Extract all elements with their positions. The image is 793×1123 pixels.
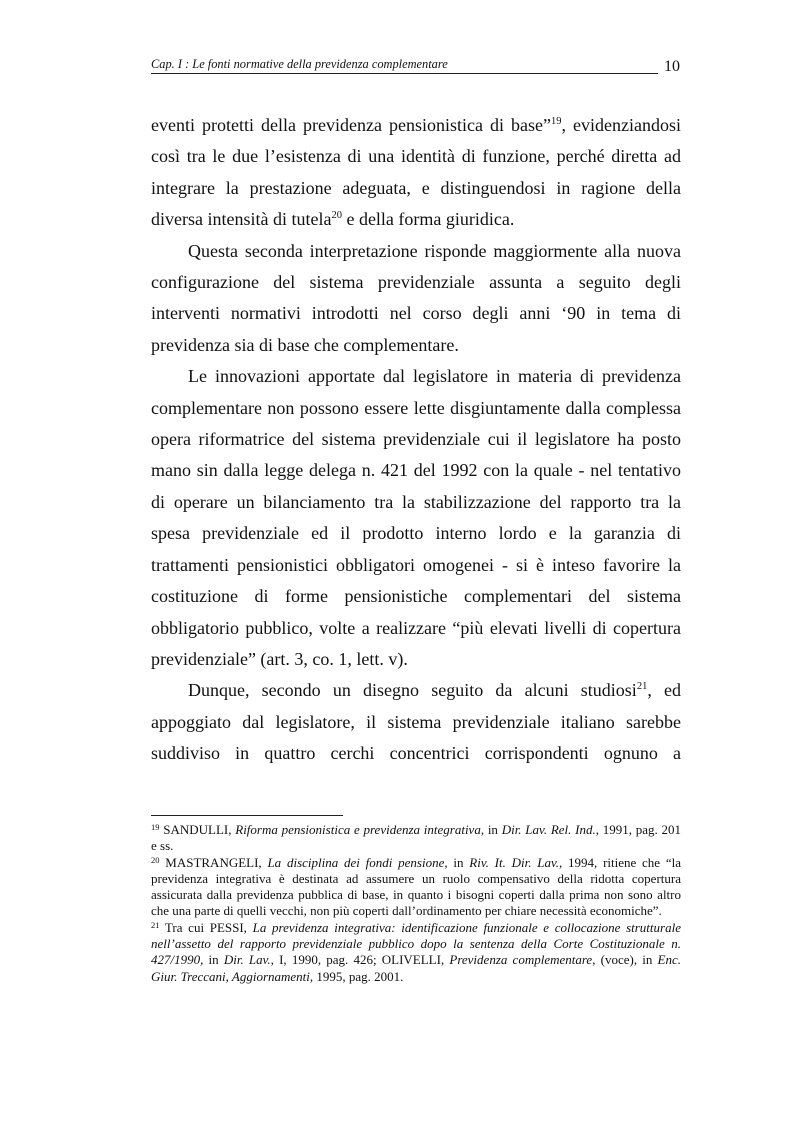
- page-number: 10: [664, 58, 680, 75]
- p4-text-2: , ed appoggiato dal legislatore, il sistema previdenziale italiano sarebbe suddiviso in quattro cerchi concentrici corrispondenti ognuno a: [151, 680, 681, 764]
- footnote-italic: La disciplina dei fondi pensione,: [267, 854, 448, 870]
- footnote-italic: Dir. Lav. Rel. Ind.: [501, 822, 596, 837]
- p1-text-3: e della forma giuridica.: [341, 209, 515, 230]
- footnote-italic: Riforma pensionistica e previdenza integrativa: [235, 822, 481, 837]
- footnote-text: Tra cui PESSI,: [159, 919, 253, 935]
- header-rule: [151, 73, 658, 74]
- footnote-20: [151, 855, 681, 920]
- footnote-number: 20: [151, 854, 160, 865]
- paragraph-4: [151, 675, 681, 769]
- footnotes: [151, 822, 681, 985]
- footnote-text: 1995, pag. 2001.: [313, 968, 404, 984]
- footnote-text: MASTRANGELI,: [159, 854, 268, 870]
- footnote-text: in: [203, 952, 224, 968]
- footnote-text: SANDULLI,: [159, 822, 236, 837]
- chapter-title: Cap. I : Le fonti normative della previdenza complementare: [151, 57, 448, 71]
- footnote-19: [151, 822, 681, 855]
- paragraph-1: [151, 110, 681, 236]
- footnote-21: [151, 920, 681, 985]
- footnote-text: , 1991, pag. 201 e ss.: [151, 822, 681, 854]
- footnote-ref-19[interactable]: 19: [551, 116, 562, 127]
- footnote-italic: Riv. It. Dir. Lav.: [469, 854, 560, 870]
- footnote-text: , 1994, ritiene che “la previdenza integrativa è destinata ad assumere un ruolo compensativo della ridotta copertura assicurata dalla previdenza pubblica di base, in quanto i bisogni coperti dalla prima non sono altro che una parte di quelli vecchi, non più coperti dall’ordinamento per chiare necessità economiche”.: [151, 854, 681, 919]
- p1-text-1: eventi protetti della previdenza pensionistica di base”: [151, 115, 552, 135]
- p1-text-2: , evidenziandosi così tra le due l’esistenza di una identità di funzione, perché diretta ad integrare la prestazione adeguata, e distinguendosi in ragione della diversa intensità di tutela: [151, 115, 682, 230]
- paragraph-2: Questa seconda interpretazione risponde maggiormente alla nuova configurazione del sistema previdenziale assunta a seguito degli interventi normativi introdotti nel corso degli anni ‘90 in tema di previdenza sia di base che complementare.: [151, 240, 681, 355]
- footnote-number: 19: [151, 822, 160, 832]
- footnote-italic: Dir. Lav.: [223, 952, 271, 968]
- footnote-text: , in: [480, 822, 502, 837]
- paragraph-3: Le innovazioni apportate dal legislatore in materia di previdenza complementare non possono essere lette disgiuntamente dalla complessa opera riformatrice del sistema previdenziale cui il legislatore ha posto mano sin dalla legge delega n. 421 del 1992 con la quale - nel tentativo di operare un bilanciamento tra la stabilizzazione del rapporto tra la spesa previdenziale ed il prodotto interno lordo e la garanzia di trattamenti pensionistici obbligatori omogenei - si è inteso favorire la costituzione di forme pensionistiche complementari del sistema obbligatorio pubblico, volte a realizzare “più elevati livelli di copertura previdenziale” (art. 3, co. 1, lett. v).: [151, 366, 681, 669]
- footnote-italic: Enc. Giur. Treccani, Aggiornamenti,: [151, 952, 681, 984]
- footnote-ref-20[interactable]: 20: [331, 210, 342, 222]
- footnote-ref-21[interactable]: 21: [636, 681, 648, 693]
- body-text: [151, 110, 681, 770]
- footnote-text: , I, 1990, pag. 426; OLIVELLI,: [270, 952, 450, 968]
- running-header: [151, 55, 681, 75]
- footnote-separator: [151, 815, 343, 816]
- footnote-text: (voce), in: [595, 952, 658, 968]
- footnote-text: in: [447, 854, 470, 870]
- footnote-italic: La previdenza integrativa: identificazione funzionale e collocazione strutturale nell’assetto del rapporto previdenziale pubblico dopo la sentenza della Corte Costituzionale n. 427/1990,: [151, 919, 681, 968]
- p4-text-1: Dunque, secondo un disegno seguito da alcuni studiosi: [188, 680, 637, 701]
- footnote-italic: Previdenza complementare,: [449, 952, 596, 968]
- footnote-number: 21: [151, 919, 160, 930]
